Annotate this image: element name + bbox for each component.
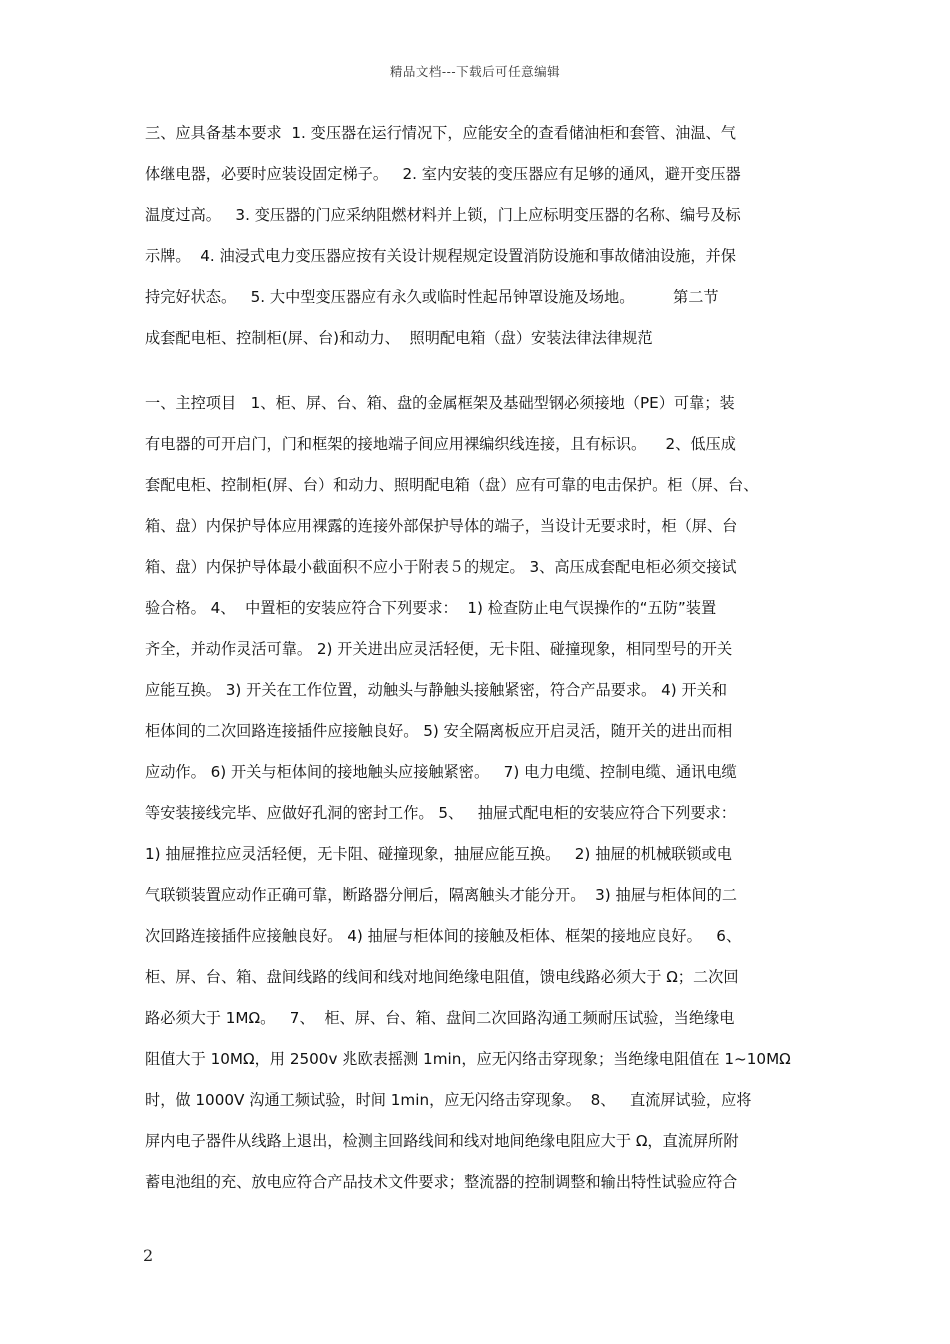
text-line: 次回路连接插件应接触良好。 4) 抽屉与柜体间的接触及柜体、框架的接地应良好。 6、 xyxy=(145,927,742,945)
text-line: 1) 抽屉推拉应灵活轻便，无卡阻、碰撞现象，抽屉应能互换。 2) 抽屉的机械联锁或电 xyxy=(145,845,732,863)
text-line: 路必须大于 1MΩ。 7、 柜、屏、台、箱、盘间二次回路沟通工频耐压试验，当绝缘电 xyxy=(145,1009,735,1027)
text-line: 一、主控项目 1、柜、屏、台、箱、盘的金属框架及基础型钢必须接地（PE）可靠；装 xyxy=(145,394,735,412)
text-line: 等安装接线完毕、应做好孔洞的密封工作。 5、 抽屉式配电柜的安装应符合下列要求： xyxy=(145,804,736,822)
text-line: 箱、盘）内保护导体最小截面积不应小于附表５的规定。 3、高压成套配电柜必须交接试 xyxy=(145,558,737,576)
text-line: 验合格。 4、 中置柜的安装应符合下列要求： 1) 检查防止电气误操作的“五防”装置 xyxy=(145,599,717,617)
text-line: 示牌。 4. 油浸式电力变压器应按有关设计规程规定设置消防设施和事故储油设施，并保 xyxy=(145,247,736,265)
page-header: 精品文档---下载后可任意编辑 xyxy=(389,64,561,79)
text-line: 柜体间的二次回路连接插件应接触良好。 5) 安全隔离板应开启灵活，随开关的进出而相 xyxy=(145,722,733,740)
text-line: 屏内电子器件从线路上退出，检测主回路线间和线对地间绝缘电阻应大于 Ω，直流屏所附 xyxy=(145,1132,739,1150)
text-line: 温度过高。 3. 变压器的门应采纳阻燃材料并上锁，门上应标明变压器的名称、编号及标 xyxy=(145,206,741,224)
text-line: 箱、盘）内保护导体应用裸露的连接外部保护导体的端子，当设计无要求时，柜（屏、台 xyxy=(145,517,738,535)
text-line: 气联锁装置应动作正确可靠，断路器分闸后，隔离触头才能分开。 3) 抽屉与柜体间的二 xyxy=(145,886,738,904)
text-line: 持完好状态。 5. 大中型变压器应有永久或临时性起吊钟罩设施及场地。 第二节 xyxy=(145,288,719,306)
text-line: 体继电器，必要时应装设固定梯子。 2. 室内安装的变压器应有足够的通风，避开变压器 xyxy=(145,165,741,183)
section-heading-line: 成套配电柜、控制柜(屏、台)和动力、 照明配电箱（盘）安装法律法律规范 xyxy=(145,329,653,347)
text-line: 齐全，并动作灵活可靠。 2) 开关进出应灵活轻便，无卡阻、碰撞现象，相同型号的开关 xyxy=(145,640,733,658)
text-line: 蓄电池组的充、放电应符合产品技术文件要求；整流器的控制调整和输出特性试验应符合 xyxy=(145,1173,738,1191)
section-requirements xyxy=(145,113,813,359)
text-line: 阻值大于 10MΩ，用 2500v 兆欧表摇测 1min，应无闪络击穿现象；当绝缘电阻值在 1~10MΩ xyxy=(145,1050,791,1068)
text-line: 应能互换。 3) 开关在工作位置，动触头与静触头接触紧密，符合产品要求。 4) 开关和 xyxy=(145,681,728,699)
section-main-control-items xyxy=(145,383,813,1203)
text-line: 套配电柜、控制柜(屏、台）和动力、照明配电箱（盘）应有可靠的电击保护。柜（屏、台、 xyxy=(145,476,759,494)
text-line: 应动作。 6) 开关与柜体间的接地触头应接触紧密。 7) 电力电缆、控制电缆、通讯电缆 xyxy=(145,763,737,781)
page-number: 2 xyxy=(143,1246,154,1265)
text-line: 时，做 1000V 沟通工频试验，时间 1min，应无闪络击穿现象。 8、 直流屏试验，应将 xyxy=(145,1091,752,1109)
text-line: 有电器的可开启门，门和框架的接地端子间应用裸编织线连接，且有标识。 2、低压成 xyxy=(145,435,736,453)
text-line: 柜、屏、台、箱、盘间线路的线间和线对地间绝缘电阻值，馈电线路必须大于 Ω；二次回 xyxy=(145,968,739,986)
text-line: 三、应具备基本要求 1. 变压器在运行情况下，应能安全的查看储油柜和套管、油温、气 xyxy=(145,124,736,142)
